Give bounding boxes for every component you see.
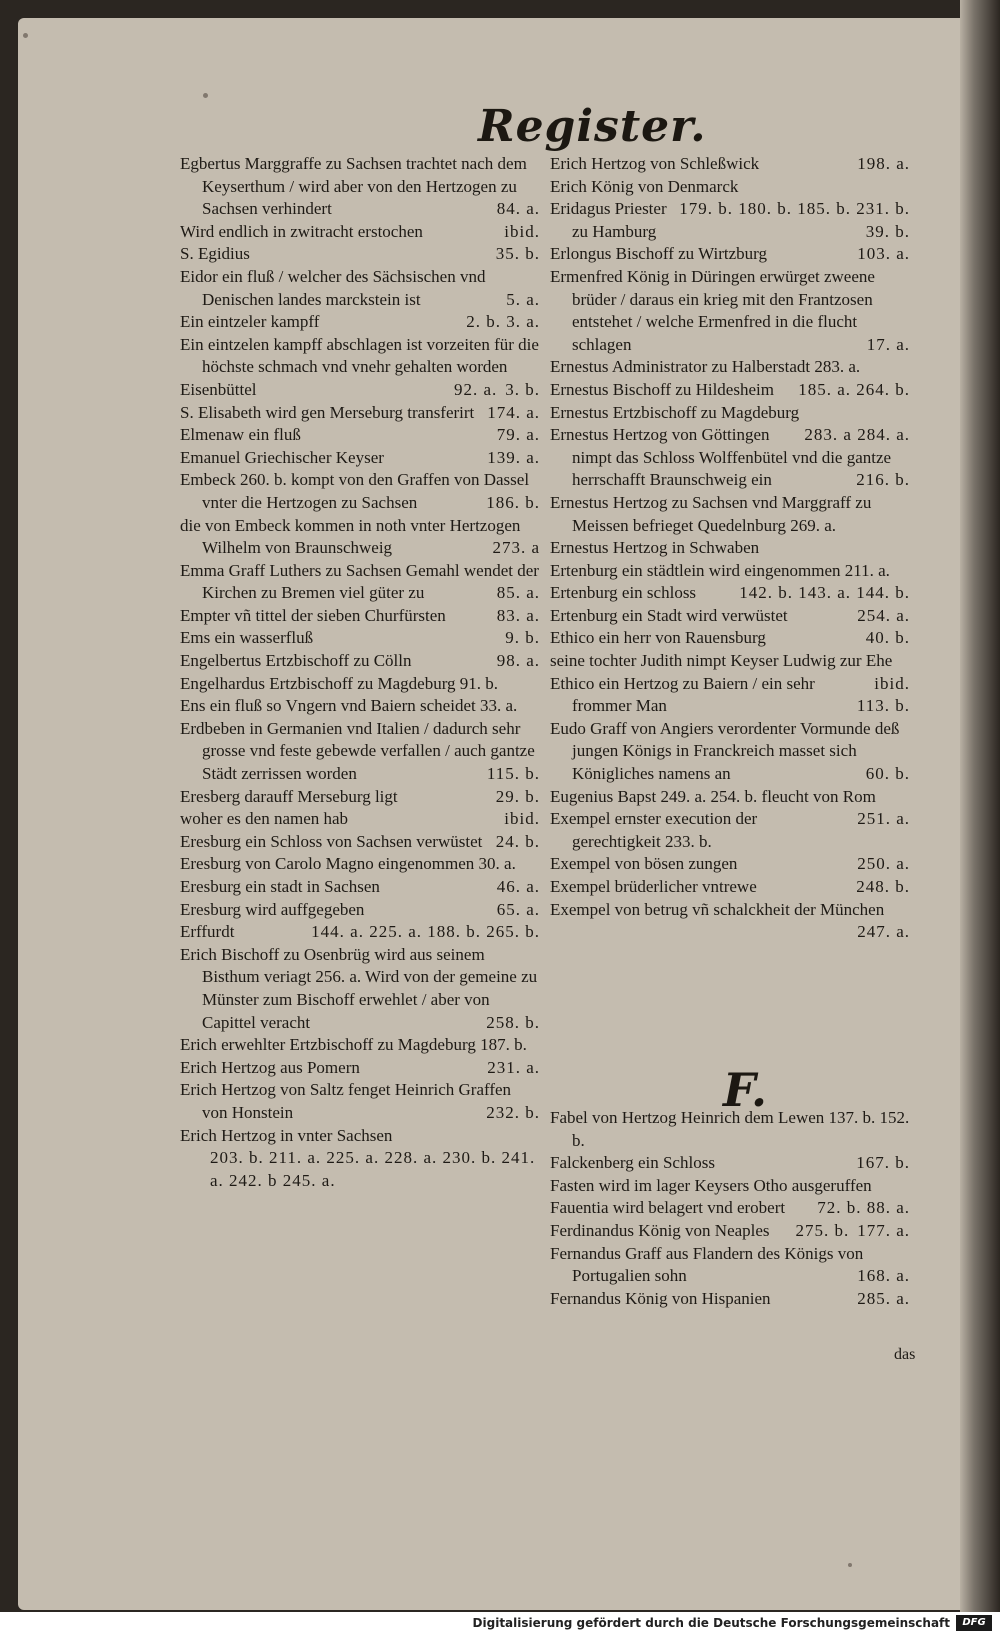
index-entry [550,673,910,718]
page-reference: 98. a. [496,651,540,671]
entry-text: Erich Hertzog von Saltz fenget Heinrich Graffen von Honstein [180,1080,512,1122]
page-reference: 17. a. [866,334,910,354]
entry-text: Eresburg ein stadt in Sachsen [180,877,380,896]
entry-text: Erich Hertzog aus Pomern [180,1057,360,1077]
index-entry [180,311,540,334]
index-entry [180,402,540,425]
page-reference: 203. b. 211. a. 225. a. 228. a. 230. b. 241. a. 242. b 245. a. [210,1148,536,1190]
index-entry [550,899,910,942]
index-entry [550,808,910,853]
page-reference: 275. b. [795,1220,850,1240]
index-entry [550,243,910,266]
entry-text: die von Embeck kommen in noth vnter Hertzogen Wilhelm von Braunschweig [180,515,521,558]
index-entry [180,808,540,831]
entry-text: Eresburg ein Schloss von Sachsen verwüstet [180,831,483,851]
page-title: Register. [478,101,707,152]
entry-text: Fernandus Graff aus Flandern des Königs von Portugalien sohn [550,1243,864,1286]
entry-text: Erdbeben in Germanien vnd Italien / dadurch sehr grosse vnd feste gebewde verfallen / auch gantze Städt zerrissen worden [180,718,535,784]
entry-text: Falckenberg ein Schloss [550,1153,715,1173]
page-reference: 258. b. [486,1012,540,1032]
entry-text: Fabel von Hertzog Heinrich dem Lewen 137. b. 152. b. [550,1108,910,1150]
page-reference: 3. b. [505,379,540,399]
index-entry [550,627,910,650]
index-entry [180,605,540,628]
page-reference: 60. b. [865,764,910,784]
index-entry [180,718,540,786]
page-reference: 39. b. [865,221,910,241]
index-entry [550,266,910,356]
index-entry [550,153,910,176]
index-entry [180,944,540,1034]
index-entry [180,695,540,718]
page-reference: 46. a. [496,877,540,896]
index-entry [550,560,910,583]
page-reference: 248. b. [856,877,910,896]
index-entry [180,243,540,266]
entry-text: Ernestus Ertzbischoff zu Magdeburg [550,402,800,422]
index-entry [550,1220,910,1243]
index-entry [550,718,910,786]
entry-text: woher es den namen hab [180,809,349,829]
index-entry [180,831,540,854]
page-reference: 273. a [492,538,540,558]
index-entry [180,921,540,944]
entry-text: Eisenbüttel [180,379,257,399]
index-entry [180,1057,540,1080]
entry-text: Egbertus Marggraffe zu Sachsen trachtet nach dem Keyserthum / wird aber von den Hertzogen zu Sachsen verhindert [180,154,527,219]
page-reference: 5. a. [506,289,540,309]
index-entry [550,492,910,537]
page-reference: 113. b. [856,696,910,716]
index-column-left [180,153,540,1192]
page-reference: 40. b. [865,628,910,648]
index-entry [550,582,910,605]
page-reference: 92. a. [453,379,498,399]
index-entry [180,1079,540,1124]
index-column-right-f [550,1107,910,1310]
entry-text: Ethico ein herr von Rauensburg [550,628,766,648]
catchword: das [894,1346,916,1363]
page-reference: 250. a. [857,854,910,874]
footer-credit: Digitalisierung gefördert durch die Deutsche Forschungsgemeinschaft [472,1616,950,1630]
entry-text: Exempel brüderlicher vntrewe [550,877,757,896]
page-reference: 139. a. [487,447,540,467]
entry-text: Ein eintzelen kampff abschlagen ist vorzeiten für die höchste schmach vnd vnehr gehalten worden [180,334,539,377]
index-entry [550,424,910,492]
section-letter: F. [723,1063,768,1117]
entry-text: Ems ein wasserfluß [180,628,314,648]
index-entry [180,876,540,899]
page-reference: 65. a. [496,899,540,919]
index-entry [550,605,910,628]
index-entry [550,402,910,445]
index-entry [180,424,540,447]
page-reference: 72. b. 88. a. [817,1198,910,1218]
index-entry [550,1152,910,1175]
entry-text: Engelhardus Ertzbischoff zu Magdeburg 91. b. [180,673,499,693]
entry-text: Ertenburg ein städtlein wird eingenommen 211. a. [550,560,890,580]
index-entry [180,627,540,650]
entry-text: Eridagus Priester zu Hamburg [550,199,667,241]
page-reference: 254. a. [857,605,910,625]
page-reference: 185. a. 264. b. [798,379,910,399]
entry-text: Ernestus Administrator zu Halberstadt 283. a. [550,357,861,377]
page-reference: 231. a. [487,1057,540,1077]
index-entry [180,266,540,311]
index-entry [180,899,540,922]
index-entry [550,786,910,829]
entry-text: Wird endlich in zwitracht erstochen [180,221,423,241]
entry-text: Ertenburg ein schloss [550,583,697,603]
page-reference: 251. a. [857,809,910,829]
page-reference: ibid. [504,809,540,829]
entry-text: Ernestus Bischoff zu Hildesheim [550,379,774,399]
entry-text: Ernestus Hertzog zu Sachsen vnd Marggraff zu Meissen befrieget Quedelnburg 269. a. [550,492,872,535]
page-reference: 29. b. [495,786,540,806]
entry-text: Eresburg von Carolo Magno eingenommen 30. a. [180,854,516,874]
entry-text: Erich Hertzog in vnter Sachsen [180,1125,393,1145]
index-entry [550,1107,910,1152]
entry-text: Ernestus Hertzog von Göttingen nimpt das Schloss Wolffenbütel vnd die gantze herrschafft Braunschweig ein [550,425,892,490]
page-reference: 35. b. [495,244,540,264]
index-entry [180,853,540,876]
entry-text: Ethico ein Hertzog zu Baiern / ein sehr frommer Man [550,673,815,716]
page-reference: 142. b. 143. a. 144. b. [739,583,910,603]
page-reference: 179. b. 180. b. 185. b. 231. b. [679,199,910,219]
index-entry [180,1034,540,1057]
index-column-right [550,153,910,944]
entry-text: seine tochter Judith nimpt Keyser Ludwig zur Ehe [550,651,893,671]
page-reference: 24. b. [495,831,540,851]
page-reference: 144. a. 225. a. 188. b. 265. b. [311,922,540,942]
entry-text: Elmenaw ein fluß [180,425,301,445]
entry-text: Ertenburg ein Stadt wird verwüstet [550,605,788,625]
entry-text: S. Egidius [180,244,250,264]
book-gutter [960,0,1000,1612]
index-entry [550,356,910,379]
footer-bar [0,1612,1000,1636]
entry-text: Erffurdt [180,922,235,942]
dfg-logo: DFG [956,1615,992,1631]
index-entry [180,786,540,809]
page-reference: 285. a. [857,1288,910,1308]
index-entry [180,673,540,696]
index-entry [180,515,540,560]
page-reference: 232. b. [486,1102,540,1122]
index-entry [550,176,910,219]
entry-text: Engelbertus Ertzbischoff zu Cölln [180,651,412,671]
page-reference: 84. a. [496,199,540,219]
page-reference: 198. a. [857,154,910,173]
index-entry [550,876,910,899]
index-entry [180,650,540,673]
page-reference: 177. a. [857,1220,910,1240]
entry-text: Ernestus Hertzog in Schwaben [550,538,760,558]
page-reference: 174. a. [487,402,540,422]
entry-text: Exempel von bösen zungen [550,854,738,874]
index-entry [180,560,540,605]
entry-text: Fasten wird im lager Keysers Otho ausgeruffen [550,1175,872,1195]
page-reference: 168. a. [857,1266,910,1286]
page-reference: 2. b. 3. a. [466,312,540,332]
entry-text: Ein eintzeler kampff [180,312,320,332]
page-reference: 216. b. [856,470,910,490]
index-entry [550,1288,910,1311]
page-reference: ibid. [504,221,540,241]
entry-text: Eidor ein fluß / welcher des Sächsischen vnd Denischen landes marckstein ist [180,266,486,309]
entry-text: Ens ein fluß so Vngern vnd Baiern scheidet 33. a. [180,696,518,716]
page-reference: 283. a 284. a. [804,425,910,445]
entry-text: Fernandus König von Hispanien [550,1288,771,1308]
entry-text: Eresburg wird auffgegeben [180,899,365,919]
page-reference: 103. a. [857,244,910,264]
page-reference: 85. a. [496,583,540,603]
entry-text: Erlongus Bischoff zu Wirtzburg [550,244,767,264]
page-reference: 247. a. [857,922,910,942]
index-entry [550,198,910,243]
entry-text: Eresberg darauff Merseburg ligt [180,786,398,806]
entry-text: Erich erwehlter Ertzbischoff zu Magdeburg 187. b. [180,1035,527,1055]
entry-text: S. Elisabeth wird gen Merseburg transferirt [180,402,475,422]
entry-text: Ferdinandus König von Neaples [550,1220,770,1240]
index-entry [180,153,540,221]
index-entry [550,537,910,560]
entry-text: Ermenfred König in Düringen erwürget zweene brüder / daraus ein krieg mit den Frantzosen entstehet / welche Ermenfred in die flucht schlagen [550,266,875,354]
entry-text: Eudo Graff von Angiers verordenter Vormunde deß jungen Königs in Franckreich masset sich Königliches namens an [550,718,900,784]
entry-text: Fauentia wird belagert vnd erobert [550,1198,786,1218]
page-reference: 186. b. [486,492,540,512]
entry-text: Erich Hertzog von Schleßwick [550,154,760,173]
page-reference: 115. b. [486,764,540,784]
entry-text: Eugenius Bapst 249. a. 254. b. fleucht von Rom [550,786,876,806]
entry-text: Emma Graff Luthers zu Sachsen Gemahl wendet der Kirchen zu Bremen viel güter zu [180,560,539,603]
index-entry [180,447,540,470]
entry-text: Emanuel Griechischer Keyser [180,447,384,467]
index-entry [180,469,540,514]
entry-text: Empter vñ tittel der sieben Churfürsten [180,605,446,625]
entry-text: Exempel ernster execution der gerechtigkeit 233. b. [550,809,758,851]
page-reference: ibid. [874,673,910,693]
page-reference: 9. b. [505,628,540,648]
index-entry [550,853,910,876]
index-entry [180,1125,540,1190]
page-reference: 167. b. [856,1153,910,1173]
entry-text: Erich König von Denmarck [550,176,739,196]
index-entry [180,379,540,402]
entry-text: Exempel von betrug vñ schalckheit der München [550,899,885,919]
entry-text: Embeck 260. b. kompt von den Graffen von Dassel vnter die Hertzogen zu Sachsen [180,470,530,512]
index-entry [550,1243,910,1288]
page-reference: 83. a. [496,605,540,625]
index-entry [550,379,910,402]
entry-text: Erich Bischoff zu Osenbrüg wird aus seinem Bisthum veriagt 256. a. Wird von der gemeine zu Münster zum Bischoff erwehlet / aber von Capittel veracht [180,944,538,1032]
index-entry [550,650,910,693]
index-entry [180,221,540,244]
page-reference: 79. a. [496,425,540,445]
